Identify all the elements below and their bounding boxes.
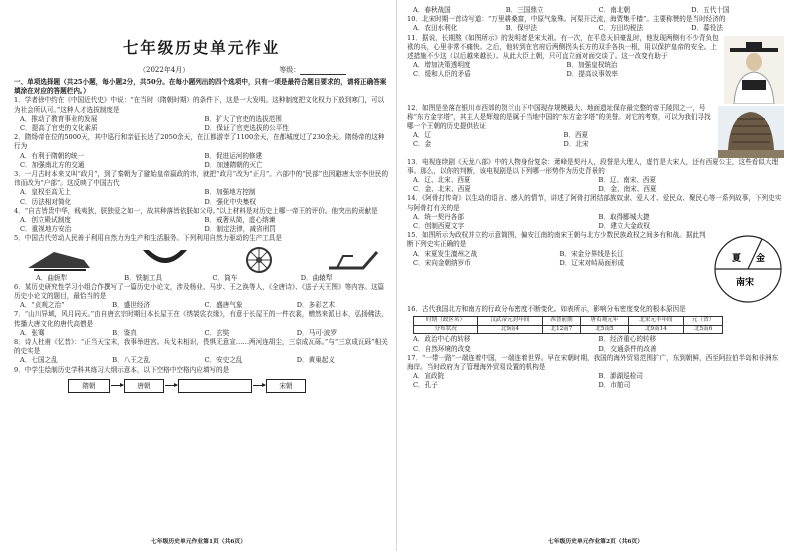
question-9: 9．中学生绘制历史学科其练习大纲示意本，以下空格中空格内应填写的是	[14, 365, 230, 374]
option[interactable]: D．市舶司	[598, 381, 631, 390]
question-13-options	[407, 176, 784, 194]
option[interactable]: A．推动了教育事业的发展	[20, 114, 98, 123]
question-15-options	[407, 250, 706, 268]
arrow-icon	[165, 385, 177, 386]
table-cell: 元（省）	[684, 317, 723, 326]
option[interactable]: A．辽	[413, 131, 431, 140]
option[interactable]: A．“贞观之治”	[20, 301, 65, 310]
option[interactable]: B．扩大了官吏的选拔范围	[204, 114, 282, 123]
option[interactable]: A．农田水利化	[413, 24, 458, 33]
option[interactable]: B．加强皇权统治	[566, 61, 618, 70]
question-5-options	[14, 274, 389, 283]
circle-label-nansong: 南宋	[736, 278, 755, 289]
question-15: 15．如图所示为政权并立的示意简图，偏安江南的南宋王朝与北方少数民族政权之间多有和战。据此判断下列史实正确的是	[407, 231, 706, 249]
page-footer: 七年级历史单元作业第2页（共6页）	[547, 539, 644, 545]
iron-tool-icon	[135, 246, 195, 274]
option[interactable]: A．增加决策透明度	[413, 61, 471, 70]
question-6: 6．某历史研究性学习小组合作撰写了一篇历史小论文，涉及杨业、马步、王之涣等人，《全唐诗》、《送子天王图》等内容。这篇历史小论文的题目，最恰当的是	[14, 282, 385, 301]
question-11-options	[407, 61, 720, 79]
question-3-options	[14, 188, 389, 206]
option[interactable]: C．宋向金朝纳岁币	[413, 258, 471, 267]
regime-circle-diagram	[712, 233, 784, 305]
option[interactable]: D．提高议事效率	[566, 70, 618, 79]
table-cell: 北宋元丰年间	[628, 317, 684, 326]
question-15-block	[407, 231, 784, 305]
option[interactable]: B．铁制工具	[124, 273, 163, 282]
option[interactable]: A．曲轭犁	[36, 273, 68, 282]
table-cell: 北9南14	[628, 325, 684, 334]
question-10: 10．北宋时期一首诗写道：“万里耕桑富，中原气象殊。河渠开泛流，海贾集千樯”。主要称赞的是当时经济的	[407, 15, 726, 24]
region-table	[413, 316, 723, 334]
option[interactable]: C．南北朝	[598, 6, 630, 14]
question-8: 8．诗人杜甫《忆昔》：“正当天宝末，我事举进宫。兵戈未相识，畏惧无意宣……两河连胡尘，三京成瓦砾。”与“三京成瓦砾”相关的史实是	[14, 338, 388, 356]
arrow-icon	[253, 385, 265, 386]
question-1-options	[14, 115, 389, 133]
option[interactable]: C．提高了官吏的文化素质	[20, 124, 98, 133]
question-1: 1．学者徐中约在《中国近代史》中说：“在当时（隋朝时期）的条件下，这是一大发明。这种制度把文化权力下放到寒门，可以为社会所认可。”这种人才选拔制度是	[14, 96, 385, 114]
flow-box: 唐朝	[124, 379, 164, 393]
question-16: 16．古代我国北方和南方的行政分布密度不断变化。如表所示，影响分布密度变化的根本原因是	[407, 305, 686, 314]
option[interactable]: B．加强地方控制	[204, 188, 256, 197]
dynasty-flow	[14, 379, 389, 393]
question-4: 4．“自古皆贵中华，贱夷狄，朕独爱之如一，故其种落皆依朕如父母。”以上材料是对历史上哪一帝王的评价。他突出的贡献是	[14, 206, 378, 215]
option[interactable]: A．统一契丹各部	[413, 212, 464, 221]
option[interactable]: B．辽、南宋、西夏	[598, 176, 657, 185]
option[interactable]: A．皇权至高无上	[20, 188, 71, 197]
option[interactable]: D．交通条件的改善	[598, 344, 657, 353]
question-12: 12．如图是坐落在银川市西郊的贺兰山下中国现存规模最大、地面遗址保存最完整的帝王陵园之一，号称“东方金字塔”，其主人是辉煌的是属于当地中国的“东方金字塔”的美誉。对它的考察，可以为我们寻找哪一个王朝的历史提供佐证	[407, 103, 711, 131]
question-7: 7．“山川异域，风月同天。”由自唐玄宗时期日本长屋王在《绣袈裟衣缘》，有意于长屋王的一件衣裳，赠然来派日本，弘扬佛法，传播大唐文化的唐代高僧是	[14, 310, 388, 328]
arrow-icon	[111, 385, 123, 386]
option[interactable]: D．辽宋对峙局面形成	[559, 258, 625, 267]
option[interactable]: C．安史之乱	[204, 356, 243, 365]
option[interactable]: A．宣政院	[413, 372, 445, 381]
question-3: 3．一月古时本来又叫“政月”，到了秦朝为了避始皇帝嬴政的讳，就把“政月”改为“正月”。六部中的“民部”也因避唐太宗李世民的讳而改为“户部”。这反映了中国古代	[14, 170, 389, 188]
table-cell: 北9南4	[478, 325, 542, 334]
emperor-portrait-icon	[724, 36, 784, 104]
right-page	[397, 0, 794, 551]
page-footer: 七年级历史单元作业第1页（共6页）	[150, 539, 247, 545]
option[interactable]: B．澎湖巡检司	[598, 372, 643, 381]
option[interactable]: B．取得郾城大捷	[598, 212, 650, 221]
option[interactable]: A．张骞	[20, 328, 45, 337]
plow-icon	[24, 246, 94, 274]
option[interactable]: B．经济重心的转移	[598, 335, 657, 344]
question-2: 2．隋炀帝在位的5000天，其中巡行和亲征长达了2050余天，在江都游幸了1100余天，在都城度过了230余天。隋炀帝的这种行为	[14, 133, 385, 151]
exam-date: （2022年4月）	[139, 66, 190, 74]
option[interactable]: D．加速隋朝的灭亡	[204, 160, 263, 169]
option[interactable]: C．创制西夏文字	[413, 222, 465, 231]
option[interactable]: C．孔子	[413, 381, 438, 390]
option[interactable]: D．五代十国	[691, 6, 730, 14]
option[interactable]: A．有利于隋朝的统一	[20, 151, 85, 160]
option[interactable]: B．戒奢从简，虚心纳谏	[204, 216, 276, 225]
option[interactable]: B．保甲法	[505, 24, 537, 33]
table-cell: 分布状况	[414, 325, 478, 334]
question-4-options	[14, 216, 389, 234]
question-14-options	[407, 213, 784, 231]
option[interactable]: D．黄巢起义	[296, 356, 336, 365]
option[interactable]: B．宋金分界线是长江	[559, 249, 624, 258]
option[interactable]: C．加强南北方的交通	[20, 160, 85, 169]
flow-box: 宋朝	[266, 379, 306, 393]
exam-title: 七年级历史单元作业	[122, 38, 281, 57]
table-row	[414, 325, 723, 334]
grade-field: 等级：	[279, 65, 346, 75]
option[interactable]: C．筒车	[212, 273, 238, 282]
option[interactable]: D．马可·波罗	[296, 328, 338, 337]
table-cell: 唐贞观元年	[581, 317, 628, 326]
water-wheel-icon	[236, 246, 282, 274]
option[interactable]: B．鉴真	[112, 328, 137, 337]
option[interactable]: D．曲辕犁	[300, 273, 333, 282]
table-cell: 北12南7	[542, 325, 581, 334]
option[interactable]: A．创立殿试制度	[20, 216, 71, 225]
table-cell: 北5南6	[684, 325, 723, 334]
tool-images	[14, 244, 389, 274]
option[interactable]: D．多彩艺术	[296, 301, 336, 310]
question-17: 17．“一带一路”一端连着中国，一端连着世界。早在宋朝时期，我国的海外贸易范围扩广，东到朝鲜，西至阿拉伯半岛和非洲东海岸。当时政府为了管理海外贸易设置的机构是	[407, 353, 779, 372]
table-header-row	[414, 317, 723, 326]
option[interactable]: B．盛世经济	[112, 301, 151, 310]
option[interactable]: C．盛唐气象	[204, 301, 243, 310]
option[interactable]: D．建立大金政权	[598, 222, 650, 231]
option[interactable]: A．七国之乱	[20, 356, 58, 365]
option[interactable]: D．北宋	[563, 140, 589, 149]
flow-blank-box[interactable]	[178, 379, 252, 393]
option[interactable]: C．缓和人臣的矛盾	[413, 70, 471, 79]
question-17-options	[407, 372, 784, 390]
table-cell: 汉武帝元封年间	[478, 317, 542, 326]
option[interactable]: C．金、北宋、西夏	[413, 185, 471, 194]
option[interactable]: C．方田均税法	[598, 24, 644, 33]
question-5: 5．中国古代劳动人民善于利用自然力为生产和生活服务。下列利用自然力驱动的生产工具是	[14, 234, 282, 243]
option[interactable]: D．保证了官吏选拔的公平性	[204, 124, 289, 133]
question-12-block	[407, 104, 784, 158]
table-cell: 西晋前期	[542, 317, 581, 326]
option[interactable]: B．西夏	[563, 131, 589, 140]
option[interactable]: D．金、南宋、西夏	[598, 185, 657, 194]
option[interactable]: A．宋夏发生澶州之战	[413, 249, 478, 258]
question-11: 11．据说，长期熬《如图所示》的发明者是宋太祖。有一次，在平息天旧豪乱时，他发现两侧有不少背负包袱的兵，心里非常不痛快。之后，他转到在官府后两侧拐头长方的双手各执一根，用以保护皇帝的安全。上述措施不少这（以后越来越长）。从此大臣上朝，只可直立面对面交谈了。这一改变有助于	[407, 33, 719, 61]
table-cell: 时期（政区名）	[414, 317, 478, 326]
option[interactable]: B．三国鼎立	[505, 6, 544, 14]
option[interactable]: C．自然环境的改变	[413, 344, 471, 353]
section-heading: 一、单项选择题（共25小题，每小题2分，共50分。在每小题列出的四个选项中，只有一项是最符合题目要求的，请将正确答案填涂在对应的答题栏内。）	[14, 78, 387, 96]
option[interactable]: B．八王之乱	[112, 356, 151, 365]
option[interactable]: B．促进运河的修建	[204, 151, 263, 160]
flow-box: 隋朝	[68, 379, 110, 393]
question-10-options	[407, 24, 784, 33]
circle-label-jin: 金	[756, 254, 766, 265]
option[interactable]: C．历法相对简化	[20, 197, 72, 206]
question-2-options	[14, 152, 389, 170]
question-12-options	[407, 131, 714, 149]
question-8-options	[14, 356, 389, 365]
tomb-pagoda-icon	[718, 106, 784, 158]
option[interactable]: A．春秋战国	[413, 6, 451, 14]
option[interactable]: A．辽、北宋、西夏	[413, 176, 471, 185]
option[interactable]: C．金	[413, 140, 432, 149]
option[interactable]: D．制定法律，减省刑罚	[204, 225, 276, 234]
option[interactable]: D．强化中央集权	[204, 197, 256, 206]
table-cell: 北5南5	[581, 325, 628, 334]
grade-blank[interactable]	[300, 68, 346, 75]
option[interactable]: C．玄奘	[204, 328, 230, 337]
option[interactable]: A．政治中心的转移	[413, 335, 471, 344]
question-13: 13．电视连续剧《天龙八部》中的人物身份复杂：萧峰是契丹人，段誉是大理人，虚竹是大宋人，还有西夏公主，这些看似大理事。那么，以你的判断，该电视剧是以下列哪一形势作为历史背景的	[407, 157, 779, 175]
curved-plow-icon	[323, 246, 383, 274]
exam-subtitle-row	[14, 65, 389, 75]
circle-label-xia: 夏	[732, 254, 742, 265]
question-16-options	[407, 335, 784, 353]
question-11-block	[407, 34, 784, 104]
option[interactable]: D．募役法	[691, 24, 723, 33]
option[interactable]: C．重视地方安治	[20, 225, 72, 234]
question-14: 14．《阿骨打传奇》以生动的语言、感人的情节，讲述了阿骨打团结部族奴隶、爱人才、爱民众、聚民心等一系列故事，下列史实与阿骨打有关的是	[407, 194, 782, 212]
question-9-options	[407, 6, 784, 15]
question-7-options	[14, 329, 389, 338]
